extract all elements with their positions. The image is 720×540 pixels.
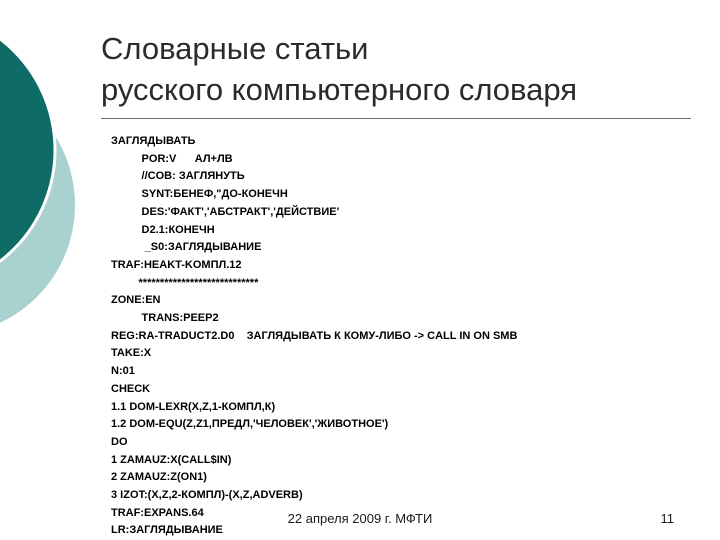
page-number: 11 <box>660 511 674 526</box>
entry-line: CHECK <box>111 382 151 395</box>
entry-line: POR:V АЛ+ЛВ <box>111 152 233 165</box>
entry-line: 1.2 DOM-EQU(Z,Z1,ПРЕДЛ,'ЧЕЛОВЕК','ЖИВОТНОЕ') <box>111 418 389 431</box>
entry-line: DO <box>111 435 128 448</box>
entry-line: D2.1:КОНЕЧН <box>111 223 215 236</box>
entry-line: ZONE:EN <box>111 294 161 307</box>
title-line-2: русского компьютерного словаря <box>101 72 578 107</box>
decorative-sidebar <box>0 0 90 540</box>
entry-line: LR:ЗАГЛЯДЫВАНИЕ <box>111 524 223 537</box>
entry-line: 1 ZAMAUZ:X(CALL$IN) <box>111 453 232 466</box>
entry-line: TRANS:PEEP2 <box>111 312 219 325</box>
entry-line: TRAF:HEAKT-KOMПЛ.12 <box>111 258 242 271</box>
dictionary-entry <box>111 133 711 540</box>
title-divider <box>101 118 691 119</box>
entry-line: DES:'ФАКТ','АБСТРАКТ','ДЕЙСТВИЕ' <box>111 205 340 218</box>
entry-line: REG:RA-TRADUCT2.D0 ЗАГЛЯДЫВАТЬ К КОМУ-ЛИБО -> CALL IN ON SMB <box>111 329 518 342</box>
entry-line: **************************** <box>111 276 259 289</box>
entry-line: 1.1 DOM-LEXR(X,Z,1-КОМПЛ,К) <box>111 400 276 413</box>
entry-line: SYNT:БЕНЕФ,"ДО-КОНЕЧН <box>111 188 288 201</box>
entry-line: 3 IZOT:(X,Z,2-КОМПЛ)-(X,Z,ADVERB) <box>111 489 303 502</box>
entry-line: TAKE:X <box>111 347 152 360</box>
entry-line: ЗАГЛЯДЫВАТЬ <box>111 135 196 147</box>
entry-line: TRAF:EXPANS.64 <box>111 506 204 519</box>
entry-line: 2 ZAMAUZ:Z(ON1) <box>111 471 207 484</box>
slide-title <box>101 28 701 110</box>
teal-arc-graphic <box>0 0 90 540</box>
entry-line: _S0:ЗАГЛЯДЫВАНИЕ <box>111 241 262 254</box>
entry-line: N:01 <box>111 365 135 378</box>
entry-line: //COB: ЗАГЛЯНУТЬ <box>111 170 245 183</box>
footer-date: 22 апреля 2009 г. МФТИ <box>287 511 433 526</box>
title-line-1: Словарные статьи <box>101 31 369 66</box>
